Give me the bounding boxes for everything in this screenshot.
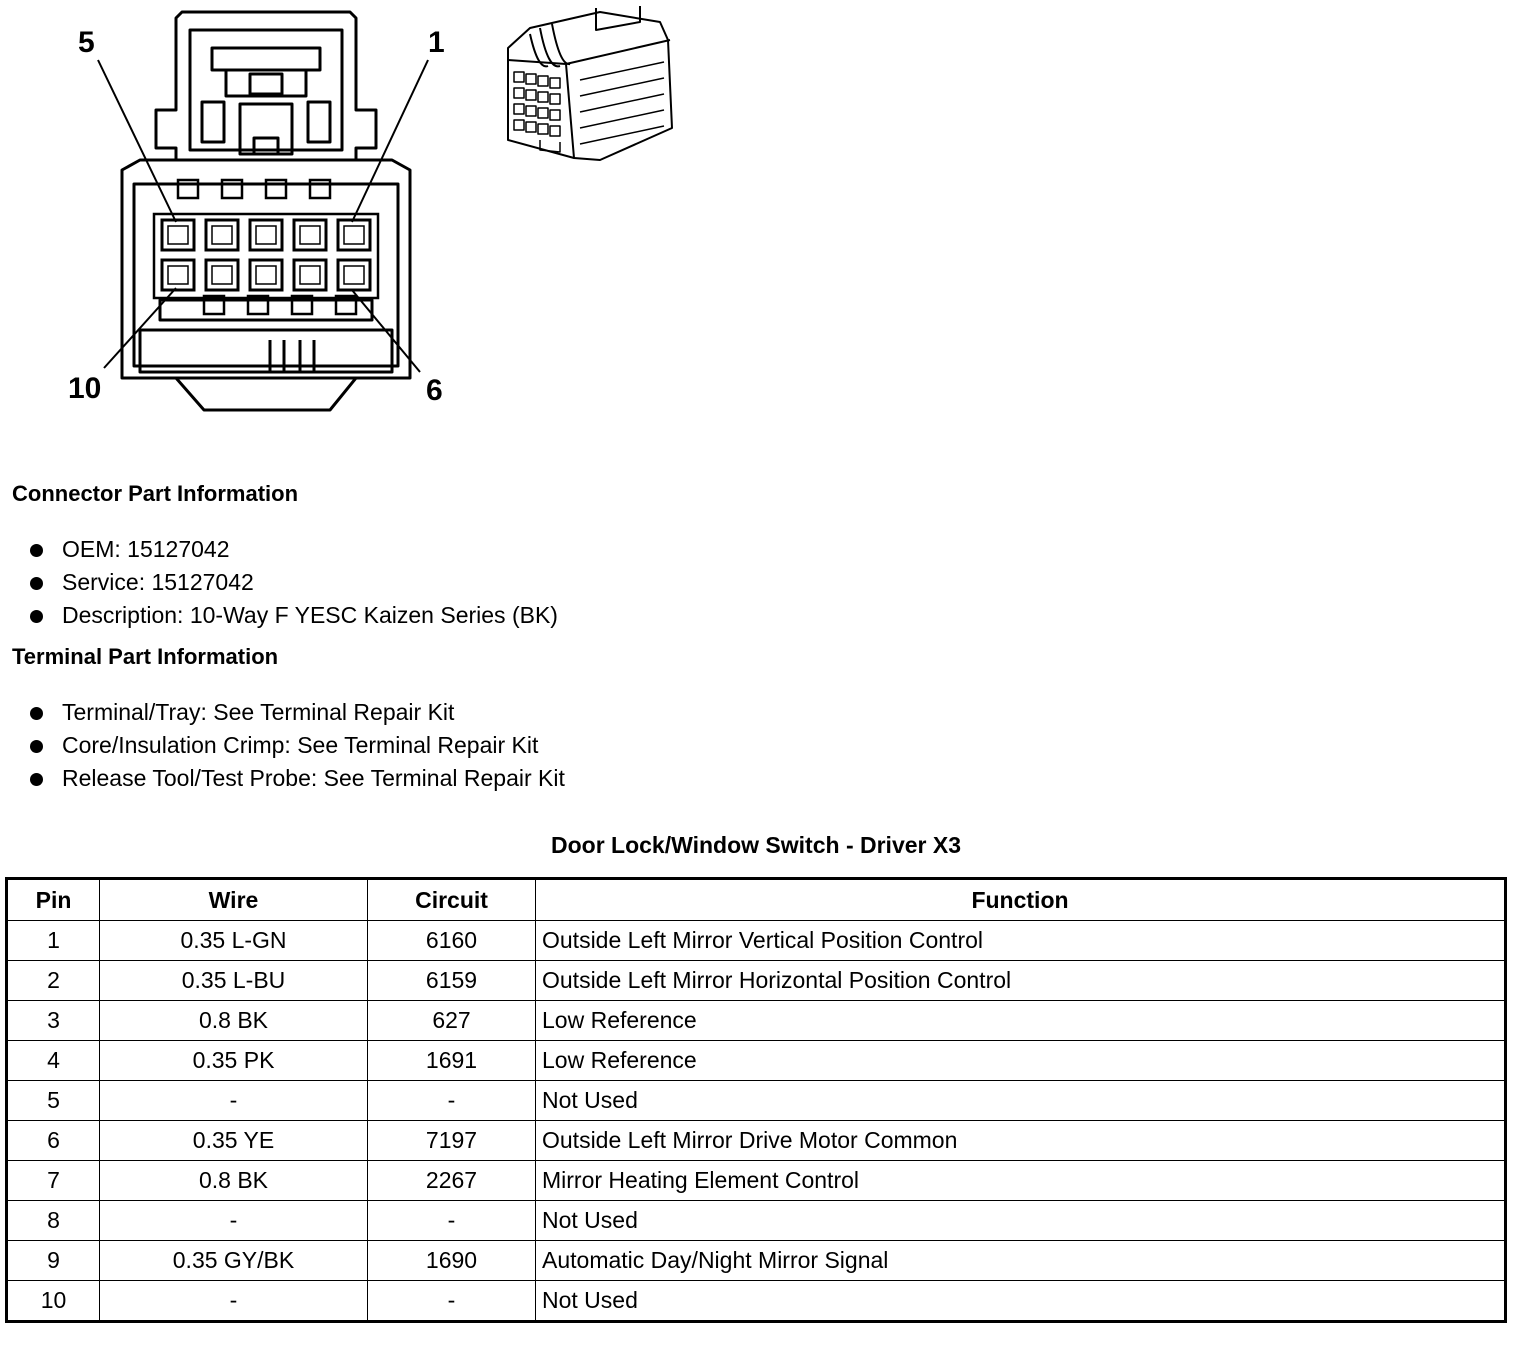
circuit-cell: 6160 xyxy=(368,921,536,961)
function-cell: Not Used xyxy=(536,1281,1506,1322)
pin-cell: 2 xyxy=(7,961,100,1001)
pin-cell: 8 xyxy=(7,1201,100,1241)
circuit-cell: 627 xyxy=(368,1001,536,1041)
function-cell: Low Reference xyxy=(536,1041,1506,1081)
function-cell: Mirror Heating Element Control xyxy=(536,1161,1506,1201)
circuit-cell: 1691 xyxy=(368,1041,536,1081)
table-row xyxy=(7,961,1506,1001)
table-row xyxy=(7,1121,1506,1161)
circuit-cell: 1690 xyxy=(368,1241,536,1281)
connector-part-list xyxy=(0,533,558,632)
function-cell: Not Used xyxy=(536,1201,1506,1241)
function-cell: Outside Left Mirror Vertical Position Control xyxy=(536,921,1506,961)
column-header-circuit: Circuit xyxy=(368,879,536,921)
table-row xyxy=(7,921,1506,961)
pin-1-callout: 1 xyxy=(428,26,445,59)
table-row xyxy=(7,1161,1506,1201)
wire-cell: 0.35 L-GN xyxy=(100,921,368,961)
table-row xyxy=(7,1001,1506,1041)
wire-cell: - xyxy=(100,1281,368,1322)
bullet-icon xyxy=(30,740,43,753)
pin-cell: 10 xyxy=(7,1281,100,1322)
table-row xyxy=(7,1241,1506,1281)
pin-10-callout: 10 xyxy=(68,372,102,405)
pin-5-callout: 5 xyxy=(78,26,95,59)
terminal-part-list xyxy=(0,696,565,795)
circuit-cell: 6159 xyxy=(368,961,536,1001)
wire-cell: 0.35 YE xyxy=(100,1121,368,1161)
function-cell: Not Used xyxy=(536,1081,1506,1121)
connector-isometric-view xyxy=(508,6,672,160)
wire-cell: 0.8 BK xyxy=(100,1001,368,1041)
pin-cell: 4 xyxy=(7,1041,100,1081)
list-item-text: Service: 15127042 xyxy=(62,569,254,595)
pin-6-callout: 6 xyxy=(426,374,443,407)
wire-cell: 0.35 L-BU xyxy=(100,961,368,1001)
table-body xyxy=(7,921,1506,1322)
table-row xyxy=(7,1281,1506,1322)
column-header-function: Function xyxy=(536,879,1506,921)
bullet-icon xyxy=(30,544,43,557)
circuit-cell: - xyxy=(368,1081,536,1121)
circuit-cell: - xyxy=(368,1201,536,1241)
pin-cell: 9 xyxy=(7,1241,100,1281)
list-item xyxy=(0,762,565,795)
bullet-icon xyxy=(30,707,43,720)
terminal-part-heading: Terminal Part Information xyxy=(12,644,279,669)
table-row xyxy=(7,1041,1506,1081)
wire-cell: 0.35 GY/BK xyxy=(100,1241,368,1281)
function-cell: Automatic Day/Night Mirror Signal xyxy=(536,1241,1506,1281)
table-row xyxy=(7,1081,1506,1121)
connector-diagram xyxy=(0,0,720,420)
pin-cell: 1 xyxy=(7,921,100,961)
bullet-icon xyxy=(30,610,43,623)
bullet-icon xyxy=(30,773,43,786)
list-item-text: Release Tool/Test Probe: See Terminal Repair Kit xyxy=(62,765,565,791)
wire-cell: 0.8 BK xyxy=(100,1161,368,1201)
wire-cell: 0.35 PK xyxy=(100,1041,368,1081)
connector-part-heading: Connector Part Information xyxy=(12,481,299,506)
list-item xyxy=(0,599,558,632)
wire-cell: - xyxy=(100,1081,368,1121)
list-item-text: Description: 10-Way F YESC Kaizen Series (BK) xyxy=(62,602,558,628)
pin-cell: 5 xyxy=(7,1081,100,1121)
function-cell: Low Reference xyxy=(536,1001,1506,1041)
circuit-cell: 2267 xyxy=(368,1161,536,1201)
table-title: Door Lock/Window Switch - Driver X3 xyxy=(550,832,961,858)
wire-cell: - xyxy=(100,1201,368,1241)
pin-cell: 7 xyxy=(7,1161,100,1201)
table-header-row xyxy=(7,879,1506,921)
list-item xyxy=(0,696,565,729)
list-item-text: Terminal/Tray: See Terminal Repair Kit xyxy=(62,699,455,725)
circuit-cell: 7197 xyxy=(368,1121,536,1161)
table-row xyxy=(7,1201,1506,1241)
list-item-text: OEM: 15127042 xyxy=(62,536,230,562)
circuit-cell: - xyxy=(368,1281,536,1322)
column-header-pin: Pin xyxy=(7,879,100,921)
list-item-text: Core/Insulation Crimp: See Terminal Repair Kit xyxy=(62,732,539,758)
list-item xyxy=(0,533,558,566)
list-item xyxy=(0,729,565,762)
pin-cell: 3 xyxy=(7,1001,100,1041)
function-cell: Outside Left Mirror Horizontal Position Control xyxy=(536,961,1506,1001)
pin-table xyxy=(5,877,1507,1323)
column-header-wire: Wire xyxy=(100,879,368,921)
bullet-icon xyxy=(30,577,43,590)
function-cell: Outside Left Mirror Drive Motor Common xyxy=(536,1121,1506,1161)
list-item xyxy=(0,566,558,599)
pin-cell: 6 xyxy=(7,1121,100,1161)
